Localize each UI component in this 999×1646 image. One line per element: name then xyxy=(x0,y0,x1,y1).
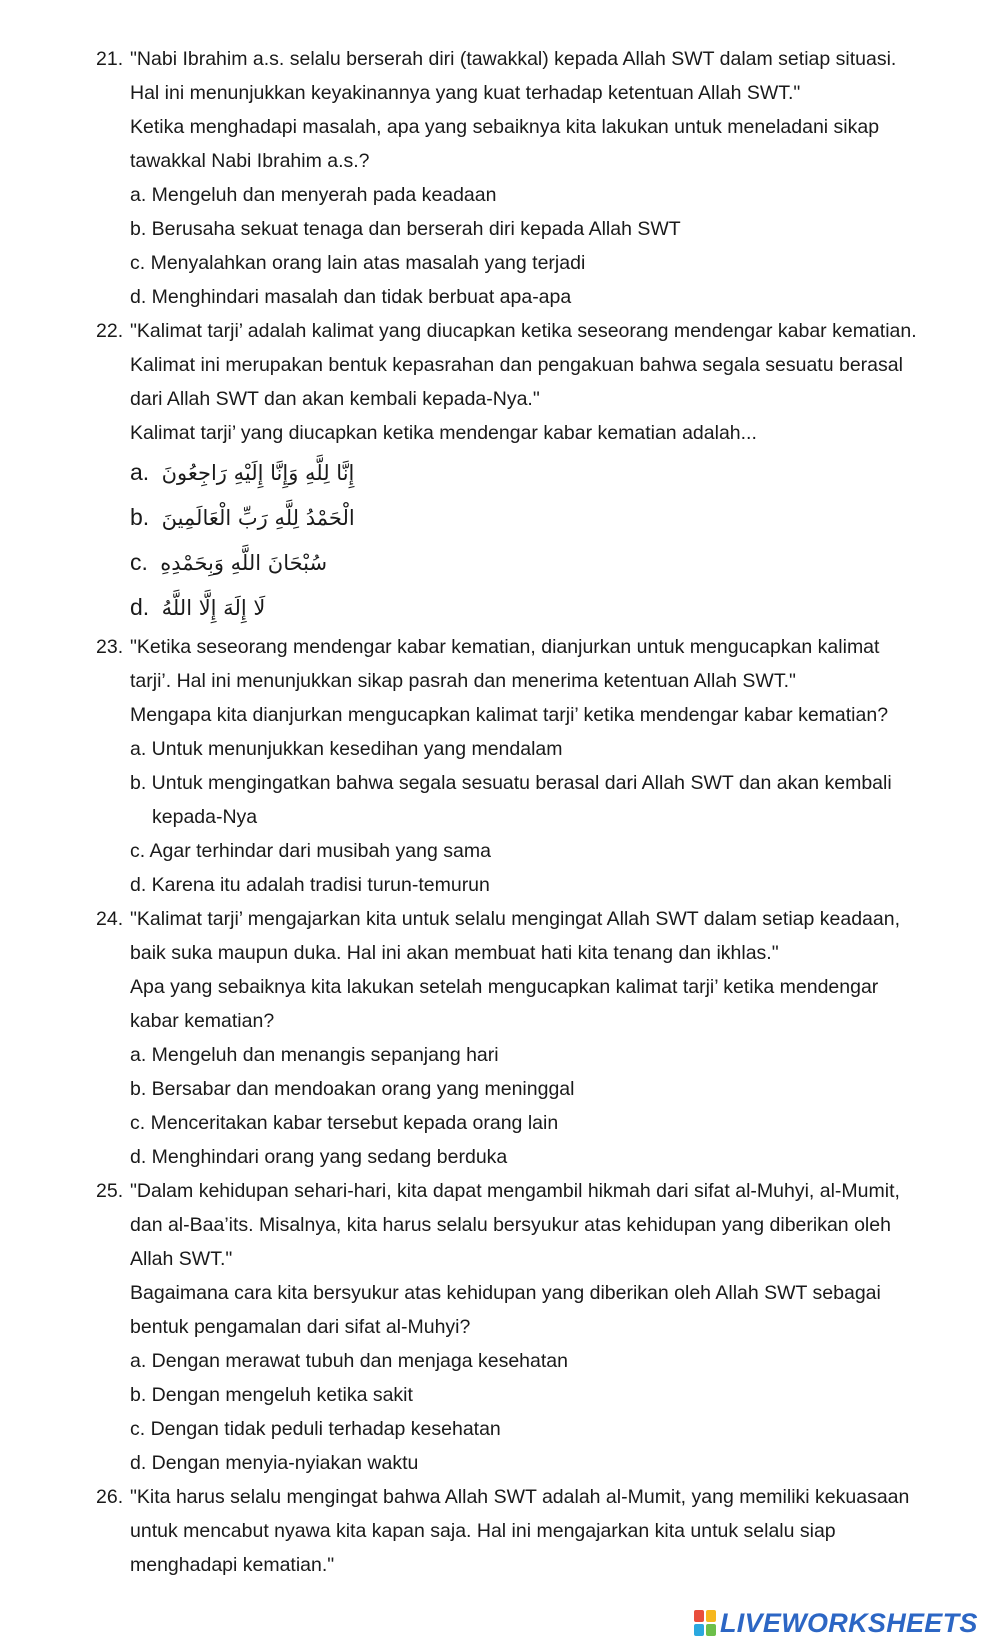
answer-option-c[interactable] xyxy=(130,540,976,585)
question-25 xyxy=(96,1174,976,1480)
question-text-line: "Kita harus selalu mengingat bahwa Allah SWT adalah al-Mumit, yang memiliki kekuasaan xyxy=(130,1486,910,1508)
question-list xyxy=(96,42,976,1582)
option-label: d. xyxy=(130,594,150,620)
arabic-text: إِنَّا لِلَّهِ وَإِنَّا إِلَيْهِ رَاجِعُونَ xyxy=(161,461,355,485)
question-text-line: Mengapa kita dianjurkan mengucapkan kalimat tarji’ ketika mendengar kabar kematian? xyxy=(130,704,889,726)
question-text-line: "Dalam kehidupan sehari-hari, kita dapat mengambil hikmah dari sifat al-Muhyi, al-Mumit, xyxy=(130,1180,900,1202)
option-label: b. xyxy=(130,504,150,530)
question-number: 25. xyxy=(96,1180,124,1202)
answer-option-c[interactable]: c. Agar terhindar dari musibah yang sama xyxy=(130,840,491,862)
question-text-line: Hal ini menunjukkan keyakinannya yang kuat terhadap ketentuan Allah SWT." xyxy=(130,82,801,104)
arabic-text: لَا إِلَهَ إِلَّا اللَّهُ xyxy=(161,596,266,620)
question-text-line: kabar kematian? xyxy=(130,1010,275,1032)
answer-option-a[interactable] xyxy=(130,450,976,495)
question-text-line: tawakkal Nabi Ibrahim a.s.? xyxy=(130,150,370,172)
answer-option-b[interactable]: b. Bersabar dan mendoakan orang yang meninggal xyxy=(130,1078,575,1100)
question-text-line: "Kalimat tarji’ adalah kalimat yang diucapkan ketika seseorang mendengar kabar kematian. xyxy=(130,320,917,342)
answer-option-c[interactable]: c. Dengan tidak peduli terhadap kesehatan xyxy=(130,1418,501,1440)
arabic-answer-options xyxy=(130,450,976,630)
option-text: b. Untuk mengingatkan bahwa segala sesuatu berasal dari Allah SWT dan akan kembali xyxy=(130,772,892,794)
answer-option-c[interactable]: c. Menceritakan kabar tersebut kepada orang lain xyxy=(130,1112,559,1134)
question-text-line: dari Allah SWT dan akan kembali kepada-Nya." xyxy=(130,388,540,410)
answer-option-d[interactable]: d. Menghindari masalah dan tidak berbuat apa-apa xyxy=(130,286,572,308)
answer-option-a[interactable]: a. Mengeluh dan menangis sepanjang hari xyxy=(130,1044,499,1066)
liveworksheets-logo-icon xyxy=(694,1610,716,1636)
answer-option-c[interactable]: c. Menyalahkan orang lain atas masalah yang terjadi xyxy=(130,252,586,274)
option-label: c. xyxy=(130,549,148,575)
answer-option-a[interactable]: a. Mengeluh dan menyerah pada keadaan xyxy=(130,184,497,206)
question-text-line: tarji’. Hal ini menunjukkan sikap pasrah dan menerima ketentuan Allah SWT." xyxy=(130,670,796,692)
question-26 xyxy=(96,1480,976,1582)
question-text-line: dan al-Baa’its. Misalnya, kita harus selalu bersyukur atas kehidupan yang diberikan oleh xyxy=(130,1214,891,1236)
question-text-line: untuk mencabut nyawa kita kapan saja. Hal ini mengajarkan kita untuk selalu siap xyxy=(130,1520,836,1542)
question-text-line: Apa yang sebaiknya kita lakukan setelah mengucapkan kalimat tarji’ ketika mendengar xyxy=(130,976,879,998)
question-23 xyxy=(96,630,976,902)
question-22 xyxy=(96,314,976,630)
question-text-line: "Ketika seseorang mendengar kabar kematian, dianjurkan untuk mengucapkan kalimat xyxy=(130,636,880,658)
answer-option-d[interactable]: d. Menghindari orang yang sedang berduka xyxy=(130,1146,508,1168)
question-text-line: Allah SWT." xyxy=(130,1248,233,1270)
liveworksheets-logo xyxy=(694,1608,978,1638)
question-number: 23. xyxy=(96,636,124,658)
arabic-text: سُبْحَانَ اللَّهِ وَبِحَمْدِهِ xyxy=(160,551,328,575)
question-number: 22. xyxy=(96,320,124,342)
question-text-line: "Kalimat tarji’ mengajarkan kita untuk selalu mengingat Allah SWT dalam setiap keadaan, xyxy=(130,908,901,930)
question-text-line: menghadapi kematian." xyxy=(130,1554,335,1576)
question-number: 26. xyxy=(96,1486,124,1508)
option-text-continuation: kepada-Nya xyxy=(152,806,258,828)
answer-options xyxy=(130,1344,976,1480)
answer-option-a[interactable]: a. Dengan merawat tubuh dan menjaga kesehatan xyxy=(130,1350,568,1372)
arabic-text: الْحَمْدُ لِلَّهِ رَبِّ الْعَالَمِينَ xyxy=(161,506,355,530)
question-21 xyxy=(96,42,976,314)
question-text-line: "Nabi Ibrahim a.s. selalu berserah diri (tawakkal) kepada Allah SWT dalam setiap situasi. xyxy=(130,48,897,70)
question-text-line: bentuk pengamalan dari sifat al-Muhyi? xyxy=(130,1316,471,1338)
answer-option-d[interactable]: d. Dengan menyia-nyiakan waktu xyxy=(130,1452,419,1474)
answer-options xyxy=(130,732,976,902)
question-number: 24. xyxy=(96,908,124,930)
question-24 xyxy=(96,902,976,1174)
answer-option-b[interactable] xyxy=(130,766,976,834)
logo-text: LIVEWORKSHEETS xyxy=(720,1607,978,1638)
question-number: 21. xyxy=(96,48,124,70)
answer-option-d[interactable] xyxy=(130,585,976,630)
option-label: a. xyxy=(130,459,150,485)
question-text-line: Ketika menghadapi masalah, apa yang sebaiknya kita lakukan untuk meneladani sikap xyxy=(130,116,880,138)
question-text-line: Kalimat tarji’ yang diucapkan ketika mendengar kabar kematian adalah... xyxy=(130,422,757,444)
answer-option-b[interactable]: b. Dengan mengeluh ketika sakit xyxy=(130,1384,413,1406)
answer-option-a[interactable]: a. Untuk menunjukkan kesedihan yang mendalam xyxy=(130,738,563,760)
answer-options xyxy=(130,1038,976,1174)
answer-option-b[interactable]: b. Berusaha sekuat tenaga dan berserah diri kepada Allah SWT xyxy=(130,218,681,240)
question-text-line: baik suka maupun duka. Hal ini akan membuat hati kita tenang dan ikhlas." xyxy=(130,942,779,964)
question-text-line: Kalimat ini merupakan bentuk kepasrahan dan pengakuan bahwa segala sesuatu berasal xyxy=(130,354,903,376)
answer-options xyxy=(130,178,976,314)
answer-option-d[interactable]: d. Karena itu adalah tradisi turun-temurun xyxy=(130,874,490,896)
question-text-line: Bagaimana cara kita bersyukur atas kehidupan yang diberikan oleh Allah SWT sebagai xyxy=(130,1282,881,1304)
answer-option-b[interactable] xyxy=(130,495,976,540)
